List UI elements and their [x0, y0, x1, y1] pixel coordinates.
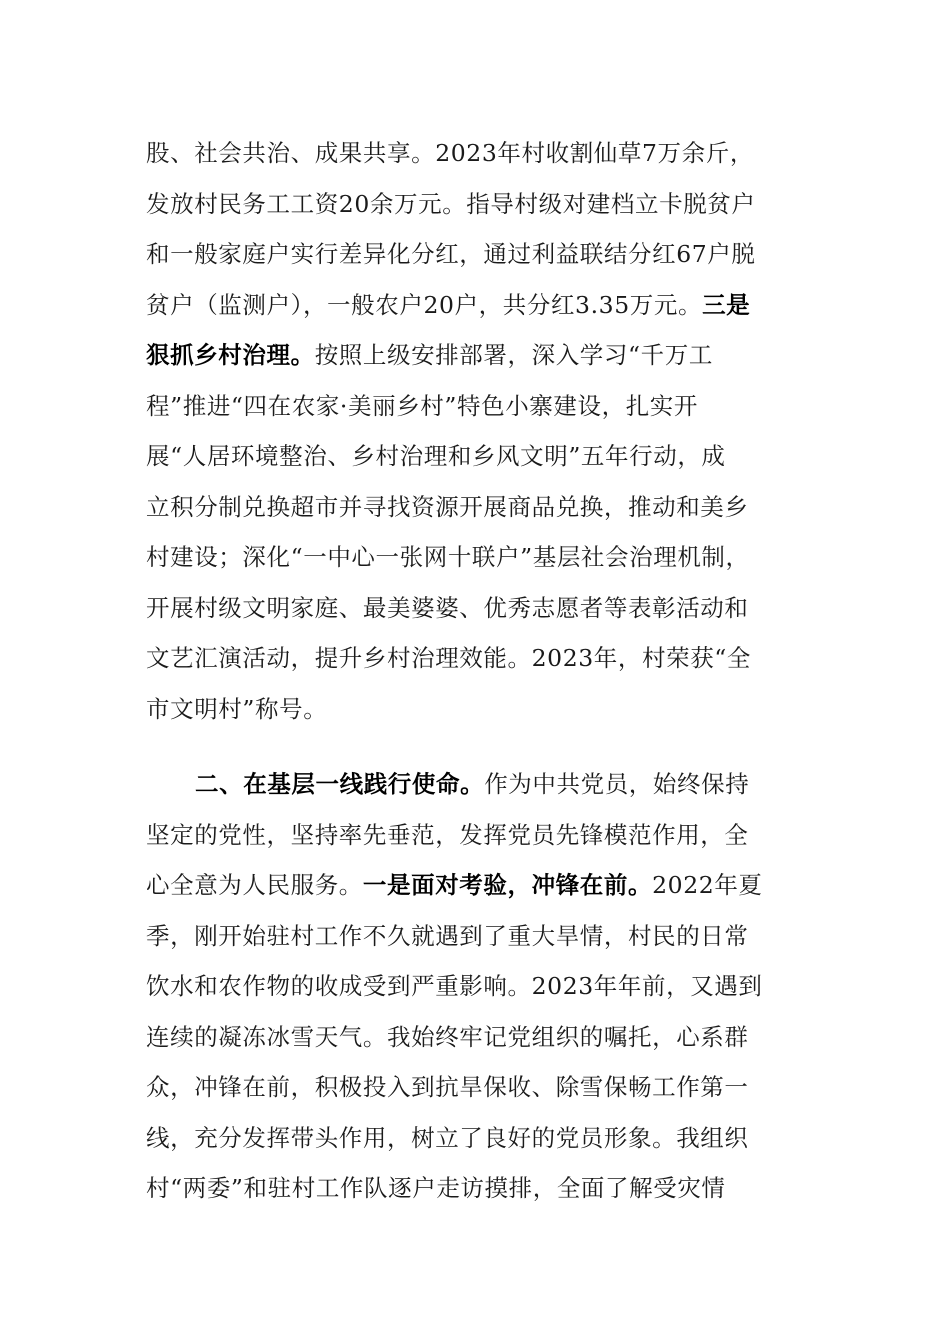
text-run: 众，冲锋在前，积极投入到抗旱保收、除雪保畅工作第一: [146, 1073, 749, 1101]
text-run: 心全意为人民服务。: [146, 871, 363, 899]
text-line: [146, 684, 327, 734]
text-line: [146, 1062, 749, 1112]
text-run: 贫户（监测户），一般农户20户，共分红3.35万元。: [146, 290, 703, 319]
text-run: 和一般家庭户实行差异化分红，通过利益联结分红67户脱: [146, 240, 756, 268]
bold-phrase: 二、在基层一线践行使命。: [195, 770, 485, 798]
text-run: 线，充分发挥带头作用，树立了良好的党员形象。我组织: [146, 1123, 749, 1152]
text-run: 饮水和农作物的收成受到严重影响。2023年年前，又遇到: [146, 972, 763, 1000]
text-run: 2022年夏: [652, 871, 763, 899]
text-line: [146, 280, 750, 330]
text-line: [146, 1113, 749, 1163]
text-line: [146, 128, 754, 178]
text-line: [146, 810, 749, 860]
text-line: [146, 860, 763, 910]
text-line: [146, 1012, 749, 1062]
text-run: 季，刚开始驻村工作不久就遇到了重大旱情，村民的日常: [146, 921, 749, 950]
text-run: 股、社会共治、成果共享。2023年村收割仙草7万余斤，: [146, 139, 754, 167]
text-line: [146, 431, 726, 481]
bold-phrase: 三是: [702, 290, 751, 319]
text-line: [146, 381, 698, 431]
text-run: 村建设；深化“一中心一张网十联户”基层社会治理机制，: [146, 543, 750, 571]
text-run: 坚定的党性，坚持率先垂范，发挥党员先锋模范作用，全: [146, 820, 749, 849]
bold-phrase: 狠抓乡村治理。: [146, 341, 315, 369]
text-run: 展“人居环境整治、乡村治理和乡风文明”五年行动，成: [146, 442, 726, 470]
text-line: [146, 1163, 726, 1213]
text-line: [195, 759, 749, 809]
text-run: 程”推进“四在农家·美丽乡村”特色小寨建设，扎实开: [146, 391, 699, 420]
text-line: [146, 482, 749, 532]
text-run: 作为中共党员，始终保持: [484, 770, 750, 798]
text-line: [146, 229, 756, 279]
text-run: 市文明村”称号。: [146, 694, 328, 723]
text-run: 按照上级安排部署，深入学习“千万工: [314, 341, 713, 369]
bold-phrase: 一是面对考验，冲锋在前。: [362, 871, 653, 899]
text-run: 村“两委”和驻村工作队逐户走访摸排，全面了解受灾情: [146, 1174, 726, 1202]
text-line: [146, 532, 750, 582]
text-line: [146, 330, 713, 380]
text-line: [146, 179, 756, 229]
text-line: [146, 633, 751, 683]
text-line: [146, 961, 763, 1011]
text-run: 开展村级文明家庭、最美婆婆、优秀志愿者等表彰活动和: [146, 593, 749, 622]
text-run: 发放村民务工工资20余万元。指导村级对建档立卡脱贫户: [146, 189, 756, 218]
text-run: 文艺汇演活动，提升乡村治理效能。2023年，村荣获“全: [146, 644, 752, 672]
text-line: [146, 911, 749, 961]
text-line: [146, 583, 749, 633]
text-run: 连续的凝冻冰雪天气。我始终牢记党组织的嘱托，心系群: [146, 1022, 749, 1051]
text-run: 立积分制兑换超市并寻找资源开展商品兑换，推动和美乡: [146, 492, 749, 521]
